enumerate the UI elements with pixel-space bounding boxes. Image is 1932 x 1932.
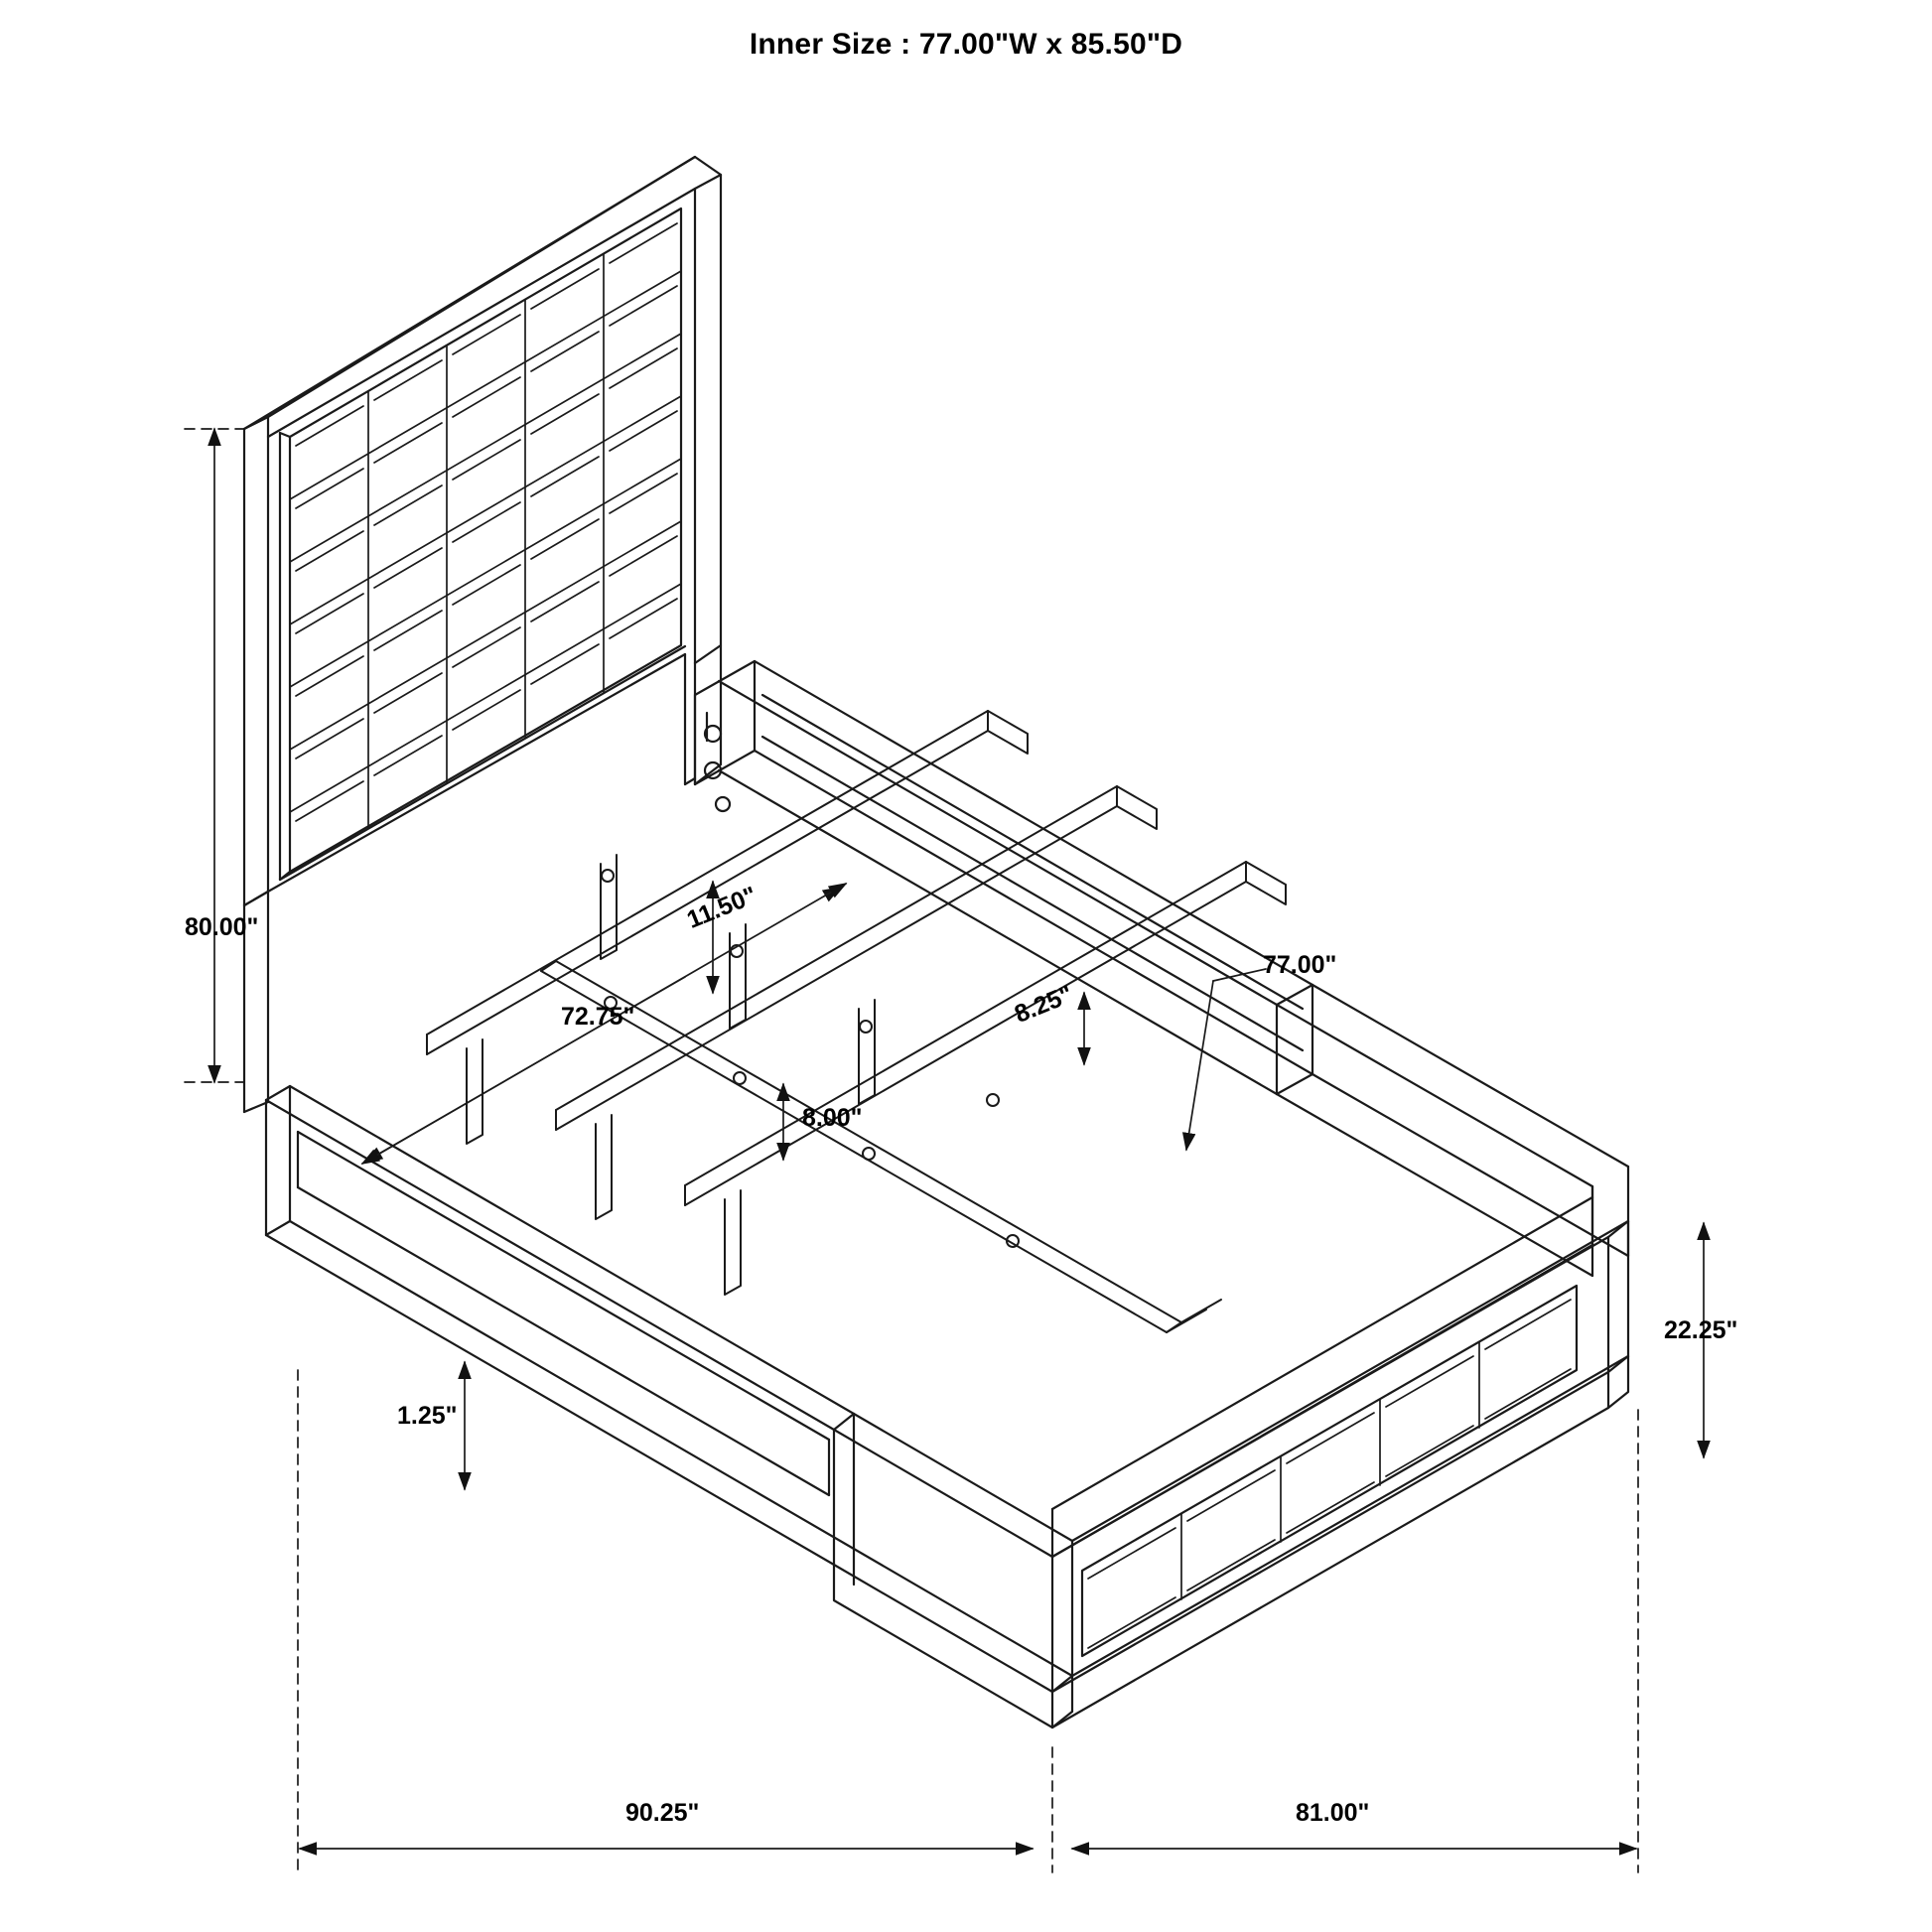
footboard xyxy=(834,1186,1628,1727)
headboard-frame xyxy=(244,157,721,1112)
dimension-label-headboard-panel-gap: 11.50" xyxy=(683,881,761,934)
page-title: Inner Size : 77.00"W x 85.50"D xyxy=(749,28,1183,61)
dimension-label-headboard-width: 72.75" xyxy=(561,1003,635,1031)
headboard-tufting xyxy=(290,223,681,827)
slat-support-system xyxy=(427,711,1246,1332)
dimension-label-footboard-height: 22.25" xyxy=(1664,1316,1738,1344)
dimension-label-inner-width: 77.00" xyxy=(1263,951,1337,979)
headboard-lower-rail xyxy=(268,646,685,892)
dimension-label-base-molding: 1.25" xyxy=(397,1402,458,1430)
right-rail-bottom xyxy=(1592,1167,1628,1276)
bed-frame-rails xyxy=(266,661,1628,1565)
dimension-label-headboard-height: 80.00" xyxy=(185,913,259,941)
dimension-label-rail-height: 8.25" xyxy=(1011,980,1077,1029)
dimension-label-overall-depth: 90.25" xyxy=(625,1799,700,1827)
dimension-label-slat-clearance: 8.00" xyxy=(802,1104,863,1132)
dimension-label-overall-width: 81.00" xyxy=(1296,1799,1370,1827)
dimension-lines xyxy=(185,429,1704,1872)
